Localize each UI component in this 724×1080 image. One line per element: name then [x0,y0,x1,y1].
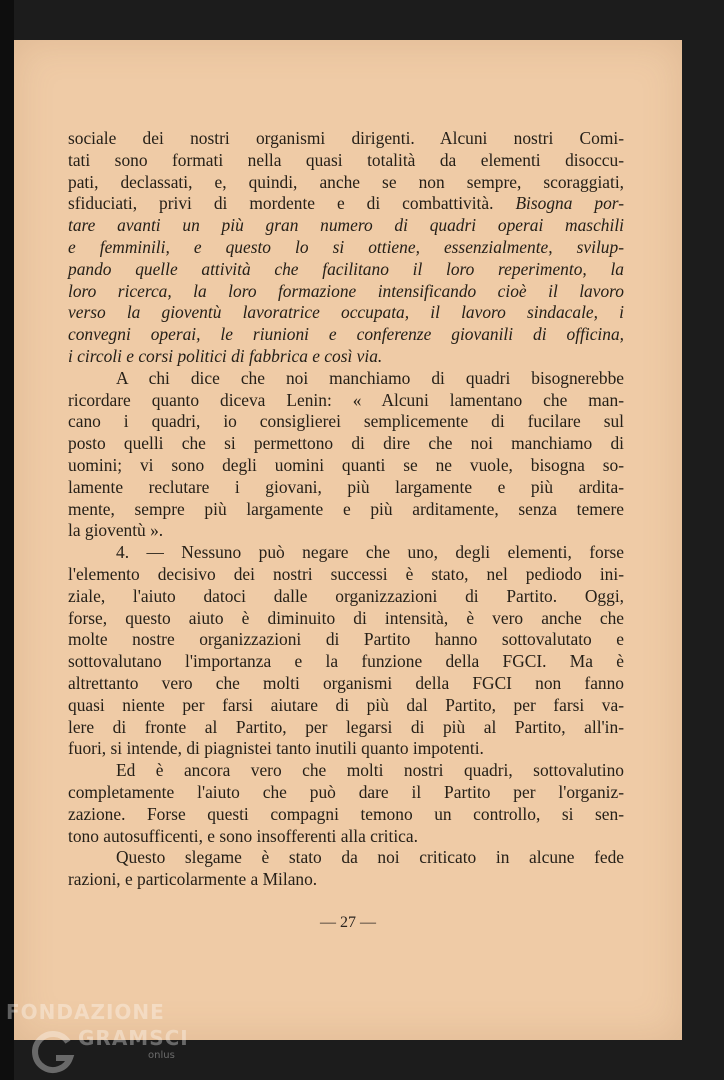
text-line: tare avanti un più gran numero di quadri operai maschili [68,215,624,236]
text-line: tati sono formati nella quasi totalità da elementi disoccu- [68,149,624,170]
text-line: pando quelle attività che facilitano il loro reperimento, la [68,258,624,279]
text-line: convegni operai, le riunioni e conferenze giovanili di officina, [68,324,624,345]
text-line: loro ricerca, la loro formazione intensificando cioè il lavoro [68,280,624,301]
page-number: — 27 — [320,914,376,931]
text-line: l'elemento decisivo dei nostri successi è stato, nel pediodo ini- [68,563,624,584]
watermark-suffix: onlus [148,1050,175,1061]
text-line: A chi dice che noi manchiamo di quadri bisognerebbe [116,367,624,388]
text-line: la gioventù ». [68,520,164,541]
text-line: quasi niente per farsi aiutare di più dal Partito, per farsi va- [68,694,624,715]
text-line-roman-part: sfiduciati, privi di mordente e di combattività. [68,193,516,214]
text-line: Ed è ancora vero che molti nostri quadri, sottovalutino [116,760,624,781]
text-line: forse, questo aiuto è diminuito di intensità, è vero anche che [68,607,624,628]
fondazione-gramsci-watermark [6,1000,206,1078]
text-line: ricordare quanto diceva Lenin: « Alcuni lamentano che man- [68,389,624,410]
text-line: i circoli e corsi politici di fabbrica e così via. [68,345,383,366]
gramsci-logo-icon [28,1028,76,1076]
body-text [68,128,624,891]
text-line: uomini; vi sono degli uomini quanti se ne vuole, bisogna so- [68,454,624,475]
text-line: completamente l'aiuto che può dare il Partito per l'organiz- [68,781,624,802]
text-line: molte nostre organizzazioni di Partito hanno sottovalutato e [68,629,624,650]
watermark-line2: GRAMSCI [78,1026,189,1050]
text-line: zazione. Forse questi compagni temono un controllo, si sen- [68,803,624,824]
text-line: ziale, l'aiuto datoci dalle organizzazioni di Partito. Oggi, [68,585,624,606]
text-line [68,193,624,215]
text-line: posto quelli che si permettono di dire che noi manchiamo di [68,433,624,454]
text-line: sociale dei nostri organismi dirigenti. Alcuni nostri Comi- [68,128,624,148]
text-line: tono autosufficenti, e sono insofferenti alla critica. [68,825,418,846]
text-line: Questo slegame è stato da noi criticato in alcune fede [116,847,624,868]
text-line: e femminili, e questo lo si ottiene, essenzialmente, svilup- [68,236,624,257]
text-line: altrettanto vero che molti organismi della FGCI non fanno [68,672,624,693]
scan-border [0,0,14,1080]
text-line: lere di fronte al Partito, per legarsi di più al Partito, all'in- [68,716,624,737]
text-line: lamente reclutare i giovani, più largamente e più ardita- [68,476,624,497]
text-line: pati, declassati, e, quindi, anche se non sempre, scoraggiati, [68,171,624,192]
text-line: sottovalutano l'importanza e la funzione della FGCI. Ma è [68,651,624,672]
watermark-line1: FONDAZIONE [6,1000,165,1024]
text-line-italic-part: Bisogna por- [515,193,625,214]
text-line: mente, sempre più largamente e più arditamente, senza temere [68,498,624,519]
text-line: fuori, si intende, di piagnistei tanto inutili quanto impotenti. [68,738,484,759]
text-line: 4. — Nessuno può negare che uno, degli elementi, forse [116,542,624,563]
text-line: razioni, e particolarmente a Milano. [68,869,318,890]
document-page [14,40,682,1040]
text-line: cano i quadri, io consiglierei semplicemente di fucilare sul [68,411,624,432]
text-line: verso la gioventù lavoratrice occupata, il lavoro sindacale, i [68,302,624,323]
